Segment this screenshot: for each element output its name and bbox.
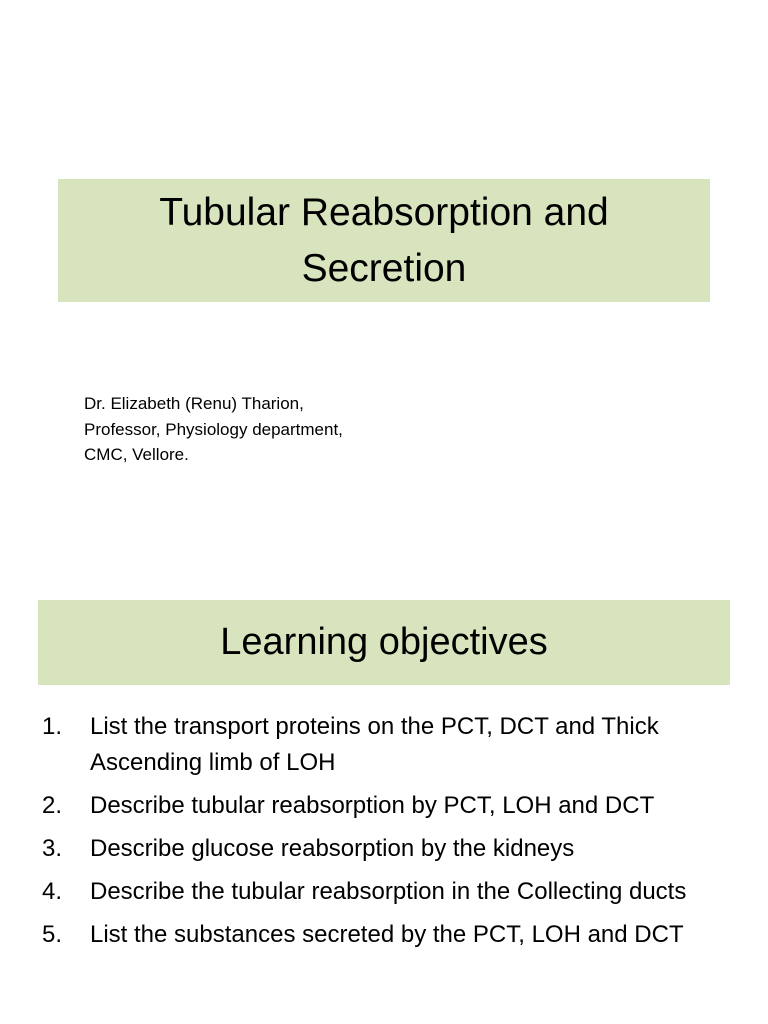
objectives-list	[42, 709, 742, 960]
objective-text: List the transport proteins on the PCT, DCT and Thick Ascending limb of LOH	[90, 713, 659, 776]
title-line-2: Secretion	[301, 246, 467, 290]
objective-text: Describe glucose reabsorption by the kidneys	[90, 834, 575, 862]
author-name: Dr. Elizabeth (Renu) Tharion,	[84, 394, 304, 413]
objective-item	[42, 788, 742, 824]
objective-number: 1.	[42, 713, 63, 740]
objectives-banner	[38, 600, 730, 685]
objective-number: 4.	[42, 877, 63, 905]
author-position: Professor, Physiology department,	[84, 419, 343, 439]
objective-item	[42, 831, 742, 867]
objectives-heading: Learning objectives	[220, 621, 548, 663]
title-banner	[58, 179, 710, 302]
objective-number: 2.	[42, 791, 63, 819]
author-institution: CMC, Vellore.	[84, 445, 189, 464]
objective-text: Describe the tubular reabsorption in the Collecting ducts	[90, 877, 687, 905]
objective-text: List the substances secreted by the PCT, LOH and DCT	[90, 920, 684, 948]
title-line-1: Tubular Reabsorption and	[159, 190, 609, 234]
objective-item	[42, 917, 742, 953]
objective-number: 5.	[42, 920, 63, 948]
objective-item	[42, 709, 742, 780]
author-block	[84, 391, 343, 468]
objective-text: Describe tubular reabsorption by PCT, LOH and DCT	[90, 791, 655, 819]
objective-item	[42, 874, 742, 910]
objective-number: 3.	[42, 834, 63, 862]
